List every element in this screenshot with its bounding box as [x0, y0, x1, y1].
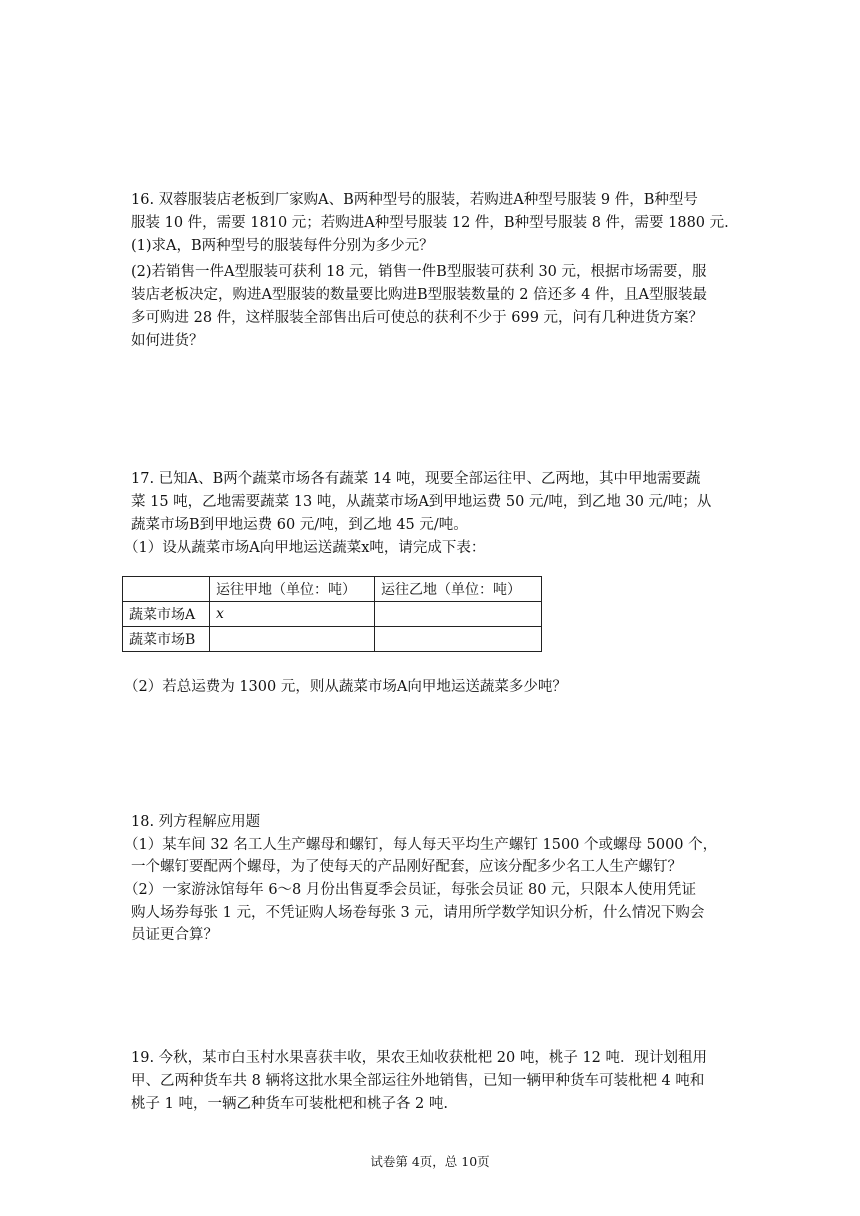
q18-line-3: 一个螺钉要配两个螺母，为了使每天的产品刚好配套，应该分配多少名工人生产螺钉？ [131, 859, 682, 875]
table-header-cell [123, 577, 210, 602]
table-row [123, 627, 542, 652]
q18-line-6: 员证更合算？ [131, 927, 218, 943]
q16-line-7: 如何进货？ [131, 333, 204, 349]
q18-line-2: （1）某车间 32 名工人生产螺母和螺钉，每人每天平均生产螺钉 1500 个或螺母 5000 个， [124, 837, 718, 853]
q16-line-2: 服装 10 件，需要 1810 元；若购进A种型号服装 12 件，B种型号服装 8 件，需要 1880 元. [131, 215, 729, 231]
q16-line-1: 16. 双蓉服装店老板到厂家购A、B两种型号的服装，若购进A种型号服装 9 件，B种型号 [131, 192, 698, 208]
page-footer: 试卷第 4页，总 10页 [370, 1154, 490, 1169]
table-header-cell: 运往乙地（单位：吨） [375, 577, 542, 602]
table-cell [210, 627, 375, 652]
q17-line-1: 17. 已知A、B两个蔬菜市场各有蔬菜 14 吨，现要全部运往甲、乙两地，其中甲地需要蔬 [131, 471, 701, 487]
table-header-cell: 运往甲地（单位：吨） [210, 577, 375, 602]
q17-line-5: （2）若总运费为 1300 元，则从蔬菜市场A向甲地运送蔬菜多少吨？ [124, 679, 567, 695]
q17-line-4: （1）设从蔬菜市场A向甲地运送蔬菜x吨，请完成下表： [124, 540, 486, 556]
table-row [123, 602, 542, 627]
q19-line-3: 桃子 1 吨，一辆乙种货车可装枇杷和桃子各 2 吨. [131, 1096, 448, 1112]
q16-line-4: (2)若销售一件A型服装可获利 18 元，销售一件B型服装可获利 30 元，根据市场需要，服 [131, 264, 707, 280]
q18-line-5: 购人场券每张 1 元，不凭证购人场卷每张 3 元，请用所学数学知识分析，什么情况下购会 [131, 905, 705, 921]
q19-line-2: 甲、乙两种货车共 8 辆将这批水果全部运往外地销售，已知一辆甲种货车可装枇杷 4 吨和 [131, 1073, 705, 1089]
table-cell: x [210, 602, 375, 627]
q16-line-3: (1)求A，B两种型号的服装每件分别为多少元？ [131, 238, 434, 254]
table-cell [375, 627, 542, 652]
q16-line-6: 多可购进 28 件，这样服装全部售出后可使总的获利不少于 699 元，问有几种进货方案？ [131, 310, 704, 326]
q17-line-2: 菜 15 吨，乙地需要蔬菜 13 吨，从蔬菜市场A到甲地运费 50 元/吨，到乙地 30 元/吨；从 [131, 494, 712, 510]
table-header-row [123, 577, 542, 602]
transport-table [122, 576, 542, 652]
table-cell: 蔬菜市场A [123, 602, 210, 627]
q17-line-3: 蔬菜市场B到甲地运费 60 元/吨，到乙地 45 元/吨。 [131, 517, 468, 533]
q19-line-1: 19. 今秋，某市白玉村水果喜获丰收，果农王灿收获枇杷 20 吨，桃子 12 吨．现计划租用 [131, 1050, 708, 1066]
q18-line-4: （2）一家游泳馆每年 6～8 月份出售夏季会员证，每张会员证 80 元，只限本人使用凭证 [124, 882, 697, 898]
table-cell [375, 602, 542, 627]
table-cell: 蔬菜市场B [123, 627, 210, 652]
q16-line-5: 装店老板决定，购进A型服装的数量要比购进B型服装数量的 2 倍还多 4 件，且A型服装最 [131, 287, 707, 303]
q18-line-1: 18. 列方程解应用题 [131, 814, 261, 830]
